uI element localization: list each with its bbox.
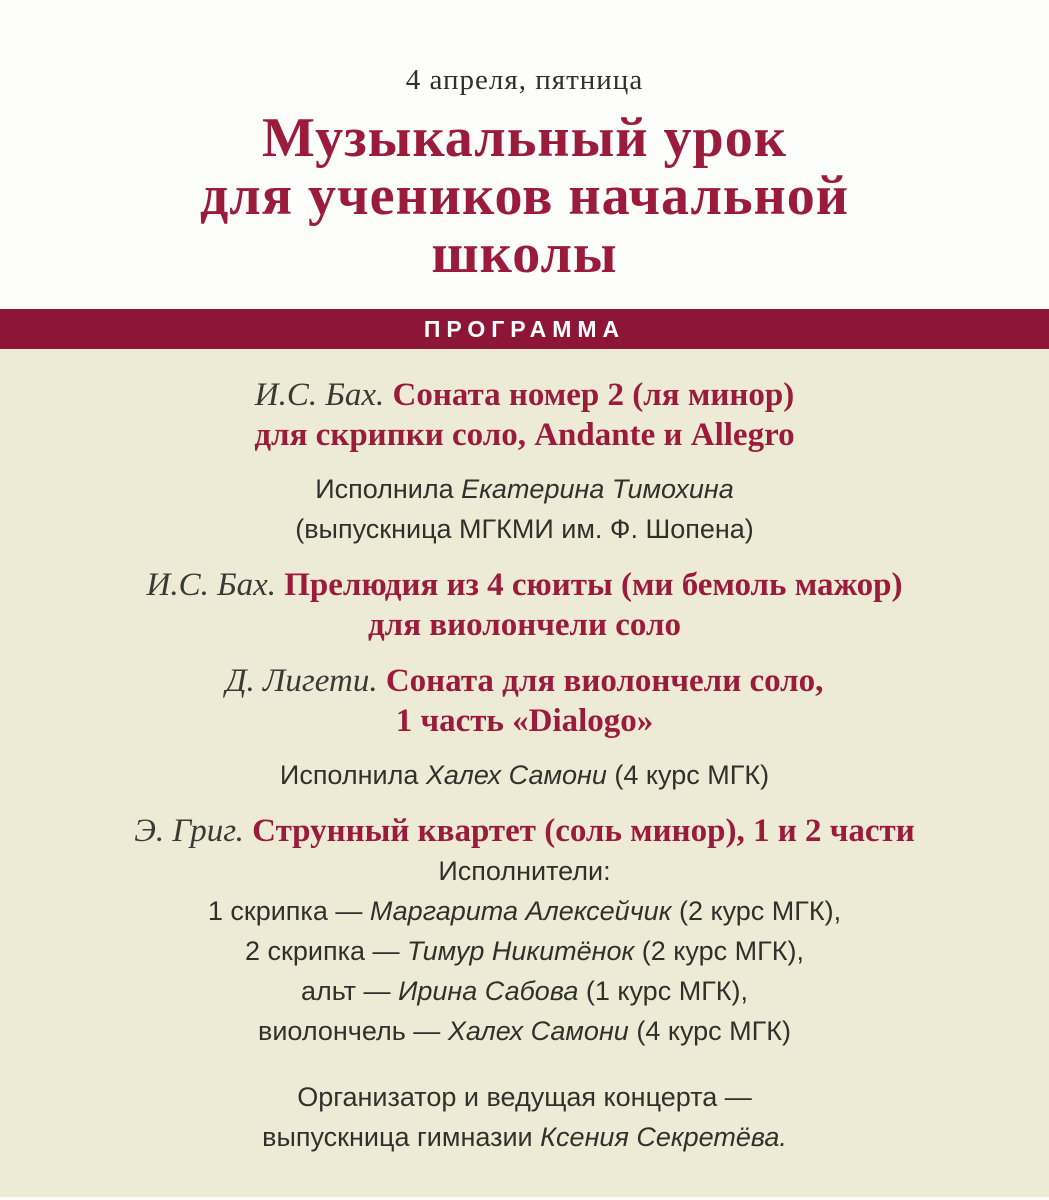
- composer-name: И.С. Бах.: [254, 377, 385, 413]
- musician-part: 2 скрипка —: [245, 936, 400, 966]
- poster-title-line: для учеников начальной: [199, 165, 850, 227]
- program-banner: [0, 309, 1049, 349]
- musician-note: (4 курс МГК): [636, 1016, 792, 1046]
- performer-note: (выпускница МГКМИ им. Ф. Шопена): [295, 514, 754, 544]
- piece-title: Соната для виолончели соло,: [385, 663, 824, 699]
- musician-line: [0, 891, 1049, 931]
- poster-header: [0, 0, 1049, 283]
- program-banner-label: ПРОГРАММА: [423, 315, 626, 342]
- performer-line: [0, 755, 1049, 795]
- program-item: [0, 375, 1049, 549]
- poster-title-line: школы: [431, 223, 618, 285]
- musician-line: [0, 931, 1049, 971]
- event-date: 4 апреля, пятница: [405, 64, 644, 96]
- musician-name: Тимур Никитёнок: [407, 936, 635, 966]
- poster-title: [0, 109, 1049, 283]
- performer-line: [0, 469, 1049, 509]
- musician-name: Ирина Сабова: [398, 976, 579, 1006]
- program-item: [0, 565, 1049, 645]
- piece-title-line: [0, 661, 1049, 701]
- performer-suffix: (4 курс МГК): [614, 760, 770, 790]
- musician-note: (2 курс МГК),: [678, 896, 842, 926]
- performer-name: Екатерина Тимохина: [461, 474, 734, 504]
- musician-part: 1 скрипка —: [207, 896, 363, 926]
- musician-line: [0, 1011, 1049, 1051]
- piece-title: Прелюдия из 4 сюиты (ми бемоль мажор): [284, 567, 903, 603]
- performer-prefix: Исполнила: [315, 474, 454, 504]
- musician-part: виолончель —: [257, 1016, 441, 1046]
- composer-name: Э. Григ.: [134, 813, 244, 849]
- poster-title-line: Музыкальный урок: [262, 107, 787, 169]
- piece-title-line: [0, 811, 1049, 851]
- organizer-prefix: выпускница гимназии: [262, 1122, 533, 1152]
- piece-title-line: [0, 565, 1049, 605]
- program-list: [0, 349, 1049, 1197]
- musician-note: (1 курс МГК),: [585, 976, 749, 1006]
- organizer-line: [0, 1117, 1049, 1157]
- performers-label: Исполнители:: [438, 856, 611, 886]
- musician-part: альт —: [300, 976, 391, 1006]
- performer-name: Халех Самони: [425, 760, 607, 790]
- piece-title-line: [0, 375, 1049, 415]
- musician-note: (2 курс МГК),: [641, 936, 804, 966]
- program-item: [0, 811, 1049, 1051]
- organizer-block: [0, 1077, 1049, 1157]
- piece-title: Струнный квартет (соль минор), 1 и 2 части: [252, 813, 915, 849]
- composer-name: И.С. Бах.: [146, 567, 277, 603]
- organizer-name: Ксения Секретёва.: [540, 1122, 787, 1152]
- musician-name: Халех Самони: [447, 1016, 629, 1046]
- piece-title: Соната номер 2 (ля минор): [392, 377, 795, 413]
- musician-line: [0, 971, 1049, 1011]
- piece-title-line: для виолончели соло: [367, 607, 681, 643]
- composer-name: Д. Лигети.: [225, 663, 378, 699]
- program-item: [0, 661, 1049, 795]
- piece-title-line: 1 часть «Dialogo»: [395, 703, 654, 739]
- piece-title-line: для скрипки соло, Andante и Allegro: [254, 417, 795, 453]
- performer-prefix: Исполнила: [279, 760, 419, 790]
- musician-name: Маргарита Алексейчик: [369, 896, 672, 926]
- organizer-line: Организатор и ведущая концерта —: [297, 1082, 752, 1112]
